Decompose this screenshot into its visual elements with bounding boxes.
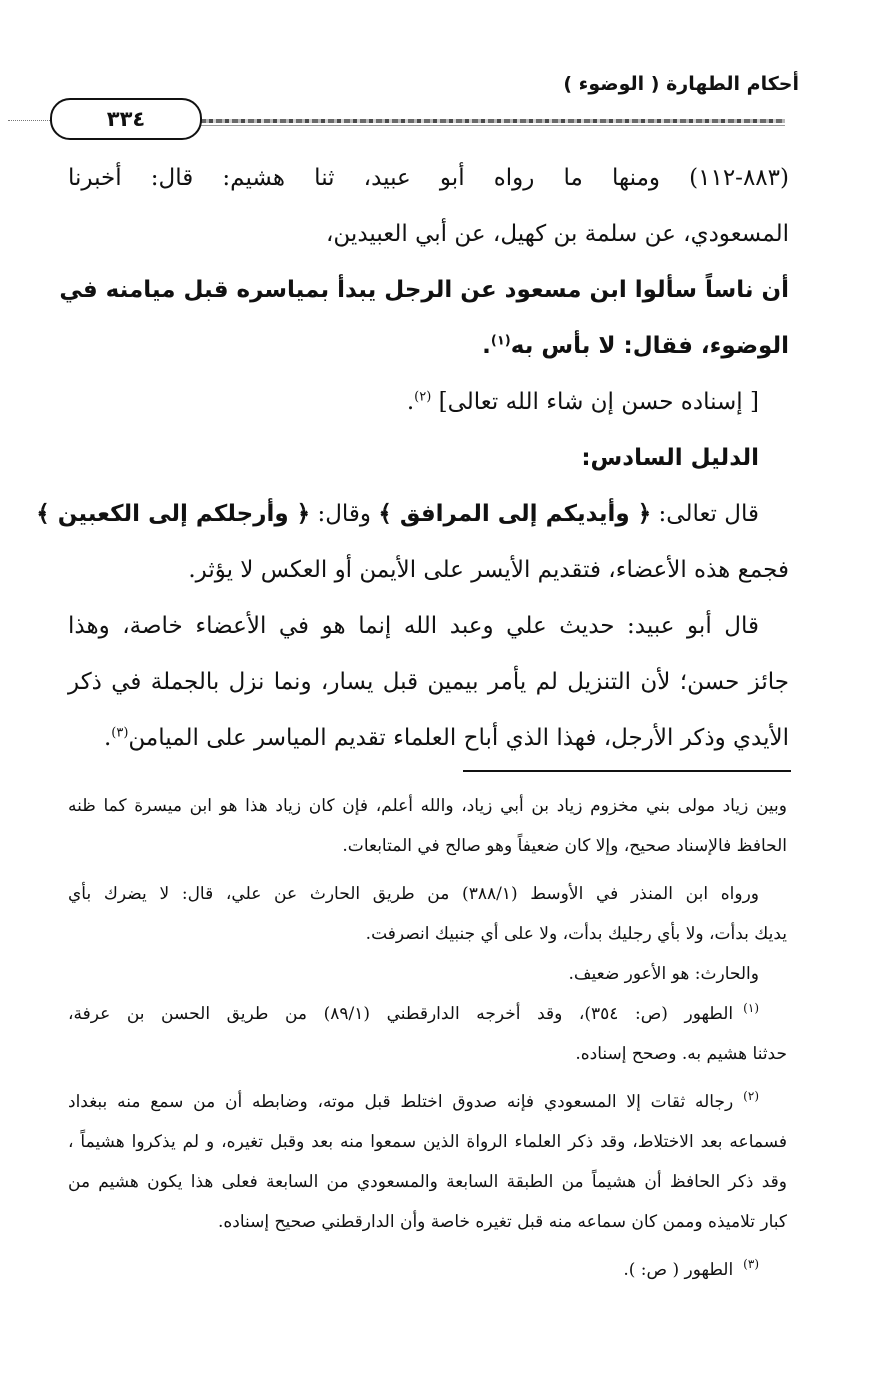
footnote-separator xyxy=(463,770,791,772)
page-number: ٣٣٤ xyxy=(50,98,202,140)
footnote-2-number: (٢) xyxy=(743,1089,759,1104)
footnote-3-line-1 xyxy=(68,1250,787,1290)
paragraph-4-line-3-text: الأيدي وذكر الأرجل، فهذا الذي أباح العلماء تقديم المياسر على الميامن xyxy=(128,725,789,751)
verse-line xyxy=(36,486,789,542)
verse-quote-1: ﴿ وأيديكم إلى المرافق ﴾ xyxy=(378,501,652,527)
paragraph-3: فجمع هذه الأعضاء، فتقديم الأيسر على الأيمن أو العكس لا يؤثر. xyxy=(188,557,789,583)
section-heading: الدليل السادس: xyxy=(581,445,759,471)
footnote-2-text: رجاله ثقات إلا المسعودي فإنه صدوق اختلط قبل موته، وضابطه أن من سمع منه ببغداد xyxy=(68,1092,734,1112)
hadith-text-line-2-text: الوضوء، فقال: لا بأس به xyxy=(510,333,789,359)
footnote-2-line-4: كبار تلاميذه وممن كان سماعه منه قبل تغيره خاصة وأن الدارقطني صحيح إسناده. xyxy=(217,1212,787,1232)
footnote-1-line-2: حدثنا هشيم به. وصحح إسناده. xyxy=(575,1044,787,1064)
isnad-grade-text: [ إسناده حسن إن شاء الله تعالى] xyxy=(438,389,759,415)
footnote-3-text: الطهور ( ص: ). xyxy=(623,1260,734,1280)
header-rule xyxy=(200,119,785,123)
paragraph-1-line-2: المسعودي، عن سلمة بن كهيل، عن أبي العبيدين، xyxy=(326,221,789,247)
verse-lead: قال تعالى: xyxy=(658,501,759,527)
footnote-continued-line-2: الحافظ فالإسناد صحيح، وإلا كان ضعيفاً وهو صالح في المتابعات. xyxy=(342,836,787,856)
running-title: أحكام الطهارة ( الوضوء ) xyxy=(563,73,799,95)
paragraph-4-line-2: جائز حسن؛ لأن التنزيل لم يأمر بيمين قبل يسار، ونما نزل بالجملة في ذكر xyxy=(68,669,789,695)
header-rule-thin xyxy=(200,125,785,126)
verse-quote-2: ﴿ وأرجلكم إلى الكعبين ﴾ xyxy=(36,501,311,527)
isnad-grade: [ إسناده حسن إن شاء الله تعالى] $^{(٢)}$. xyxy=(406,389,759,415)
hadith-text-line-1: أن ناساً سألوا ابن مسعود عن الرجل يبدأ بمياسره قبل ميامنه في xyxy=(59,277,789,303)
footnote-ref-3: (٣) xyxy=(111,725,129,741)
footnote-1-line-1 xyxy=(68,994,787,1034)
footnotes xyxy=(68,786,787,1290)
footnote-continued-line-4: يديك بدأت، ولا بأي رجليك بدأت، ولا على أي جنبيك انصرفت. xyxy=(365,924,787,944)
footnote-continued-line-3: ورواه ابن المنذر في الأوسط (٣٨٨/١) من طريق الحارث عن علي، قال: لا يضرك بأي xyxy=(68,884,760,904)
footnote-continued-line-1: وبين زياد مولى بني مخزوم زياد بن أبي زياد، والله أعلم، فإن كان زياد هذا هو ابن ميسرة كما ظنه xyxy=(68,796,787,816)
hadith-text-line-2: الوضوء، فقال: لا بأس به$^{(١)}$. xyxy=(482,333,789,359)
paragraph-4-line-1: قال أبو عبيد: حديث علي وعبد الله إنما هو في الأعضاء خاصة، وهذا xyxy=(68,613,759,639)
main-text xyxy=(36,150,789,766)
footnote-2-line-1 xyxy=(68,1082,787,1122)
paragraph-4-line-3: الأيدي وذكر الأرجل، فهذا الذي أباح العلماء تقديم المياسر على الميامن$^{(٣)}$. xyxy=(103,725,789,751)
footnote-1-number: (١) xyxy=(743,1001,759,1016)
footnote-ref-1: (١) xyxy=(490,333,511,349)
verse-mid: وقال: xyxy=(317,501,372,527)
footnote-continued-line-5: والحارث: هو الأعور ضعيف. xyxy=(568,964,759,984)
page-number-tail xyxy=(8,112,52,121)
footnote-2-line-2: فسماعه بعد الاختلاط، وقد ذكر العلماء الرواة الذين سمعوا منه بعد وقبل تغيره، و لم يذكروا هشيماً ، xyxy=(68,1132,787,1152)
paragraph-1-line-1: (٨٨٣-١١٢) ومنها ما رواه أبو عبيد، ثنا هشيم: قال: أخبرنا xyxy=(68,165,789,191)
footnote-1-text: الطهور (ص: ٣٥٤)، وقد أخرجه الدارقطني (٨٩/١) من طريق الحسن بن عرفة، xyxy=(68,1004,734,1024)
footnote-3-number: (٣) xyxy=(743,1257,759,1272)
footnote-ref-2: (٢) xyxy=(414,389,432,405)
footnote-2-line-3: وقد ذكر الحافظ أن هشيماً من الطبقة السابعة والمسعودي من السابعة فعلى هذا يكون هشيم من xyxy=(68,1172,787,1192)
